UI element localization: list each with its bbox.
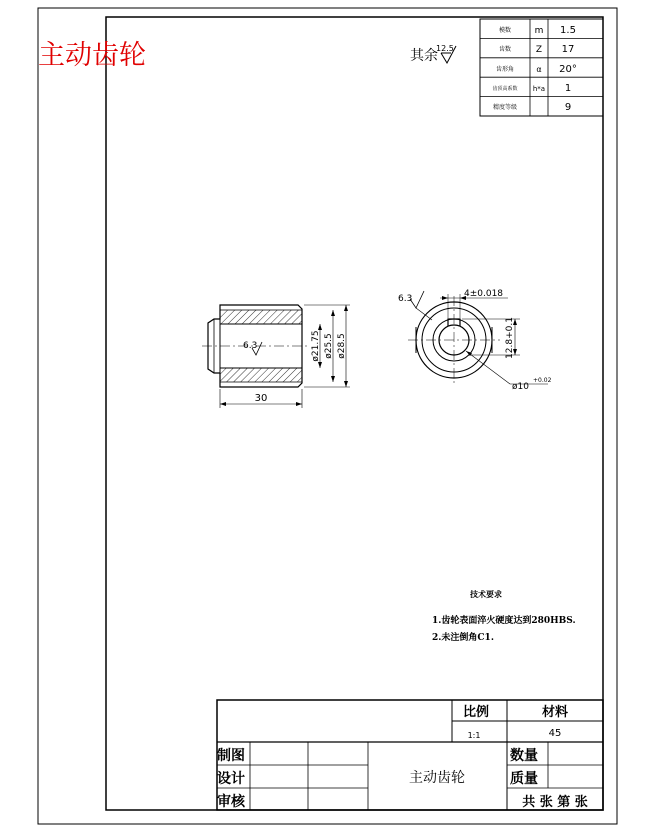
weight-label: 质量 (510, 771, 538, 787)
inner-roughness: 6.3 (243, 341, 258, 351)
corner-title: 主动齿轮 (38, 40, 146, 71)
front-roughness: 6.3 (398, 294, 413, 304)
param-value: 20° (559, 64, 577, 75)
keyway-width: 4±0.018 (464, 289, 504, 299)
param-symbol: Z (535, 45, 543, 55)
title-block (217, 700, 603, 810)
dim-length: 30 (254, 393, 268, 404)
roughness-note-prefix: 其余 (410, 48, 438, 64)
role-label: 设计 (217, 771, 245, 787)
param-label: 精度等级 (492, 104, 518, 111)
tech-item: 1.齿轮表面淬火硬度达到280HBS. (432, 616, 576, 626)
material-value: 45 (548, 728, 562, 739)
param-value: 9 (564, 102, 572, 113)
qty-label: 数量 (510, 748, 538, 764)
bore-diameter: ø10 (512, 382, 529, 392)
roughness-note (410, 44, 456, 64)
param-label: 模数 (498, 27, 512, 34)
tech-requirements (432, 589, 576, 643)
role-label: 制图 (217, 748, 245, 764)
roughness-note-value: 12.5 (436, 44, 454, 53)
dim-d1: ø21.75 (311, 330, 321, 362)
tech-item: 2.未注倒角C1. (432, 633, 494, 643)
outer-border (38, 8, 617, 824)
param-value: 1 (564, 83, 572, 94)
part-name: 主动齿轮 (409, 770, 465, 786)
sheet-label: 共 张 第 张 (522, 795, 588, 810)
hatch-top (220, 310, 302, 324)
material-label: 材料 (541, 705, 569, 720)
keyway-depth: 12.8+0.1 (505, 317, 515, 359)
dim-d2: ø25.5 (324, 333, 334, 359)
scale-label: 比例 (462, 705, 490, 720)
param-label: 齿数 (498, 46, 512, 53)
hatch-bottom (220, 368, 302, 382)
tech-title: 技术要求 (470, 589, 502, 599)
inner-border (106, 17, 603, 810)
front-view (398, 289, 552, 392)
param-symbol: h*a (532, 85, 546, 93)
params-table (480, 19, 603, 116)
bore-tolerance: +0.02 (533, 377, 552, 384)
param-label: 齿顶高系数 (492, 86, 518, 92)
role-label: 审核 (217, 794, 245, 810)
param-value: 1.5 (560, 25, 576, 36)
dim-d3: ø28.5 (337, 333, 347, 359)
param-label: 齿形角 (495, 66, 515, 73)
param-symbol: m (534, 26, 544, 36)
scale-value: 1:1 (467, 731, 481, 740)
side-view (202, 305, 350, 408)
param-symbol: α (536, 65, 542, 74)
param-value: 17 (561, 44, 575, 55)
